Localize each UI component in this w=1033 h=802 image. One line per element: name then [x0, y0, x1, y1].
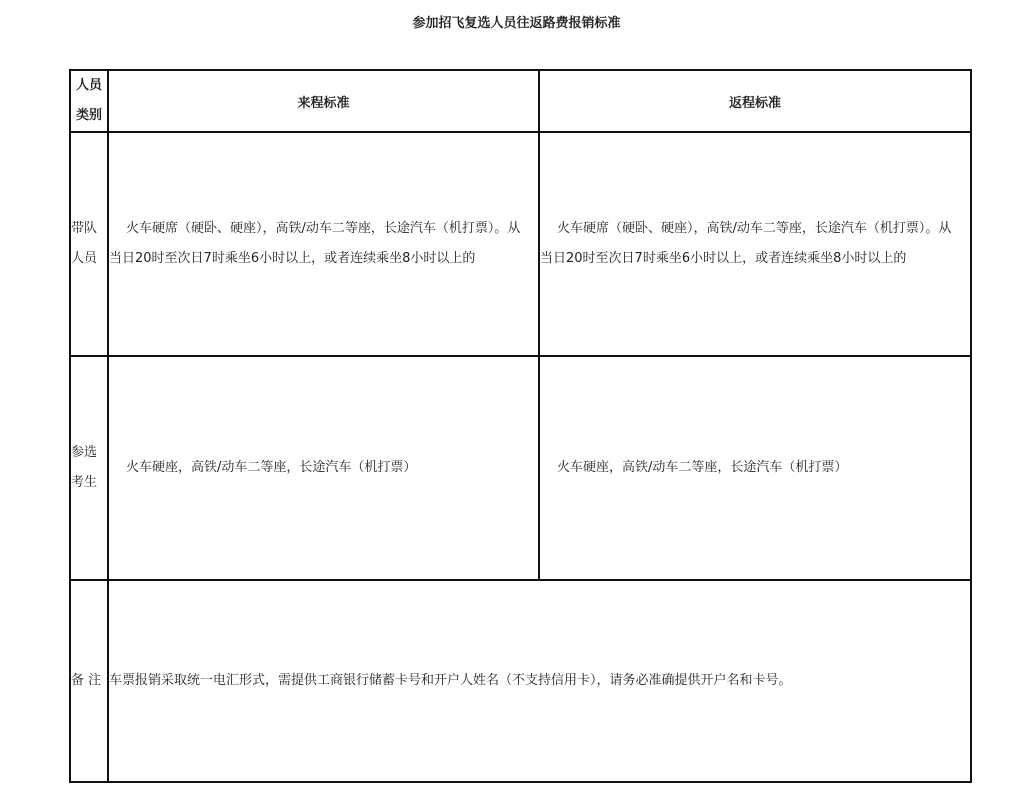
- header-category-line1: 人员: [75, 78, 102, 93]
- row-category-line2: 考生: [71, 475, 98, 490]
- row-return-standard: [539, 132, 971, 356]
- row-return-text: 火车硬席（硬卧、硬座），高铁/动车二等座，长途汽车（机打票）。从当日20时至次日7时乘坐6小时以上，或者连续乘坐8小时以上的: [540, 221, 952, 266]
- row-category-line1: 带队: [71, 221, 98, 236]
- row-outbound-standard: [108, 356, 539, 580]
- row-category-candidate: [70, 356, 108, 580]
- table-header-row: [70, 70, 971, 132]
- row-outbound-text: 火车硬座，高铁/动车二等座，长途汽车（机打票）: [126, 460, 417, 475]
- row-return-text: 火车硬座，高铁/动车二等座，长途汽车（机打票）: [557, 460, 848, 475]
- row-outbound-standard: [108, 132, 539, 356]
- table-note-row: [70, 580, 971, 782]
- header-outbound-standard: 来程标准: [108, 70, 539, 132]
- header-category: [70, 70, 108, 132]
- reimbursement-standards-table: [69, 69, 972, 783]
- note-label: 备 注: [70, 580, 108, 782]
- table-row: [70, 356, 971, 580]
- row-category-line1: 参选: [71, 445, 98, 460]
- header-category-line2: 类别: [75, 108, 102, 123]
- row-category-team-leader: [70, 132, 108, 356]
- table-row: [70, 132, 971, 356]
- header-return-standard: 返程标准: [539, 70, 971, 132]
- page-title: 参加招飞复选人员往返路费报销标准: [412, 16, 621, 31]
- row-return-standard: [539, 356, 971, 580]
- row-category-line2: 人员: [71, 251, 98, 266]
- row-outbound-text: 火车硬席（硬卧、硬座），高铁/动车二等座，长途汽车（机打票）。从当日20时至次日7时乘坐6小时以上，或者连续乘坐8小时以上的: [109, 221, 521, 266]
- note-text: 车票报销采取统一电汇形式，需提供工商银行储蓄卡号和开户人姓名（不支持信用卡），请务必准确提供开户名和卡号。: [108, 580, 971, 782]
